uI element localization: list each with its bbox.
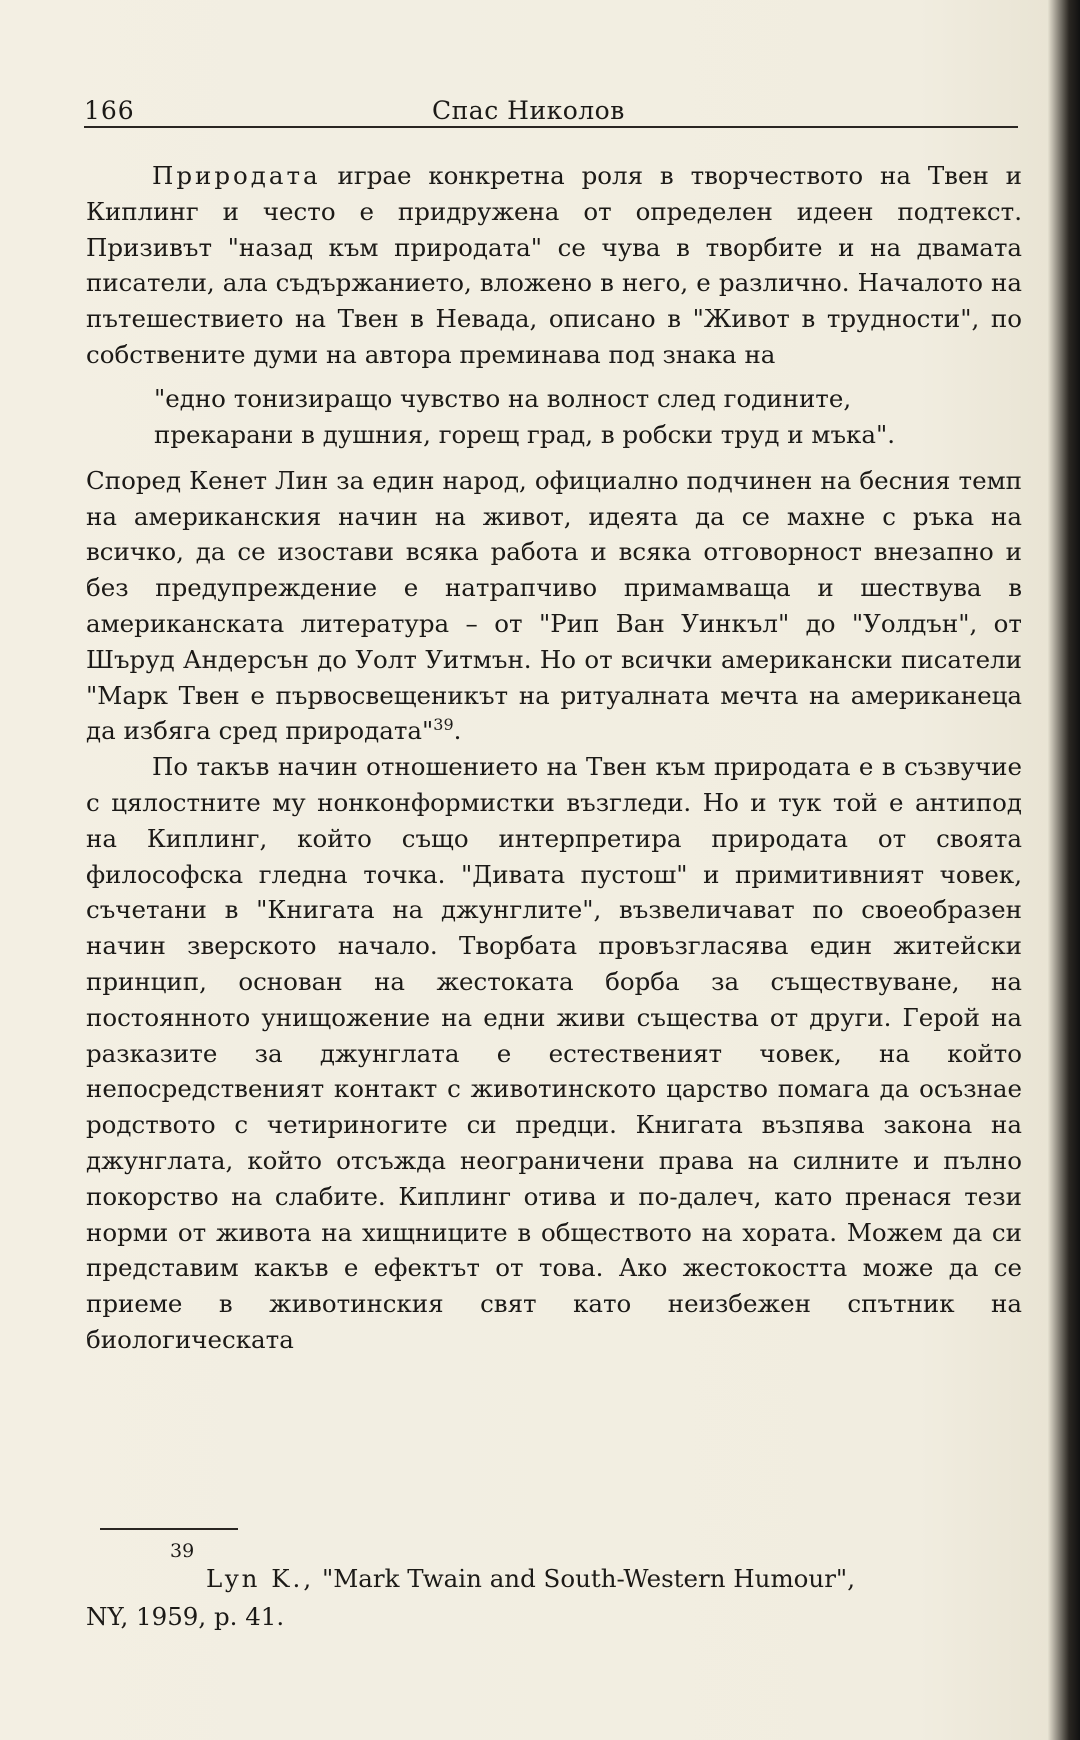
page-header (84, 96, 1018, 128)
paragraph-2-text: Според Кенет Лин за един народ, официално подчинен на бесния темп на американския начин на живот, идеята да се махне с ръка на всичко, да се изостави всяка работа и всяка отговорност внезапно и без предупреждение е натрапчиво примамваща и шествува в американската литература – от "Рип Ван Уинкъл" до "Уолдън", от Шъруд Андерсън до Уолт Уитмън. Но от всички американски писатели "Марк Твен е първосвещеникът на ритуалната мечта на американеца да избяга сред природата" (86, 465, 1022, 746)
paragraph-2-tail: . (453, 716, 462, 746)
footnote-reference[interactable]: 39 (433, 715, 454, 735)
body-text (86, 158, 1022, 1358)
footnote-title: "Mark Twain and South-Western Humour", (321, 1564, 855, 1593)
block-quote (154, 381, 1022, 453)
paragraph-1-lead: Природата (152, 161, 321, 190)
footnote-author: Lyn K., (206, 1564, 315, 1593)
paragraph-3: По такъв начин отношението на Твен към природата е в съзвучие с цялостните му нонконформистки възгледи. Но и тук той е антипод на Киплинг, който също интерпретира природата от своята философска гледна точка. "Дивата пустош" и примитивният човек, съчетани в "Книгата на джунглите", възвеличават по своеобразен начин зверското начало. Творбата провъзгласява един житейски принцип, основан на жестоката борба за съществуване, на постоянното унищожение на едни живи същества от други. Герой на разказите за джунглата е естественият човек, на който непосредственият контакт с животинското царство помага да осъзнае родството с четириногите си предци. Книгата възпява закона на джунглата, който отсъжда неограничени права на силните и пълно покорство на слабите. Киплинг отива и по-далеч, като пренася тези норми от живота на хищниците в обществото на хората. Можем да си представим какъв е ефектът от това. Ако жестокостта може да се приеме в животинския свят като неизбежен спътник на биологическата (86, 752, 1022, 1354)
footnote-number: 39 (170, 1540, 195, 1562)
footnote-imprint: NY, 1959, p. 41. (86, 1602, 285, 1631)
quote-line-1: "едно тонизиращо чувство на волност след годините, (154, 383, 852, 413)
quote-line-2: прекарани в душния, горещ град, в робски труд и мъка". (154, 419, 896, 449)
paragraph-1 (86, 158, 1022, 373)
footnote-divider (100, 1528, 238, 1530)
footnote-line-1 (206, 1560, 1022, 1598)
footnote (86, 1532, 1022, 1636)
page-number: 166 (84, 96, 135, 125)
paragraph-2 (86, 463, 1022, 749)
running-head: Спас Николов (432, 96, 625, 125)
paragraph-1-text: играе конкретна роля в творчеството на Твен и Киплинг и често е придружена от определен идеен подтекст. Призивът "назад към природата" се чува в творбите и на двамата писатели, ала съдържанието, вложено в него, е различно. Началото на пътешествието на Твен в Невада, описано в "Живот в трудности", по собствените думи на автора преминава под знака на (86, 161, 1023, 369)
